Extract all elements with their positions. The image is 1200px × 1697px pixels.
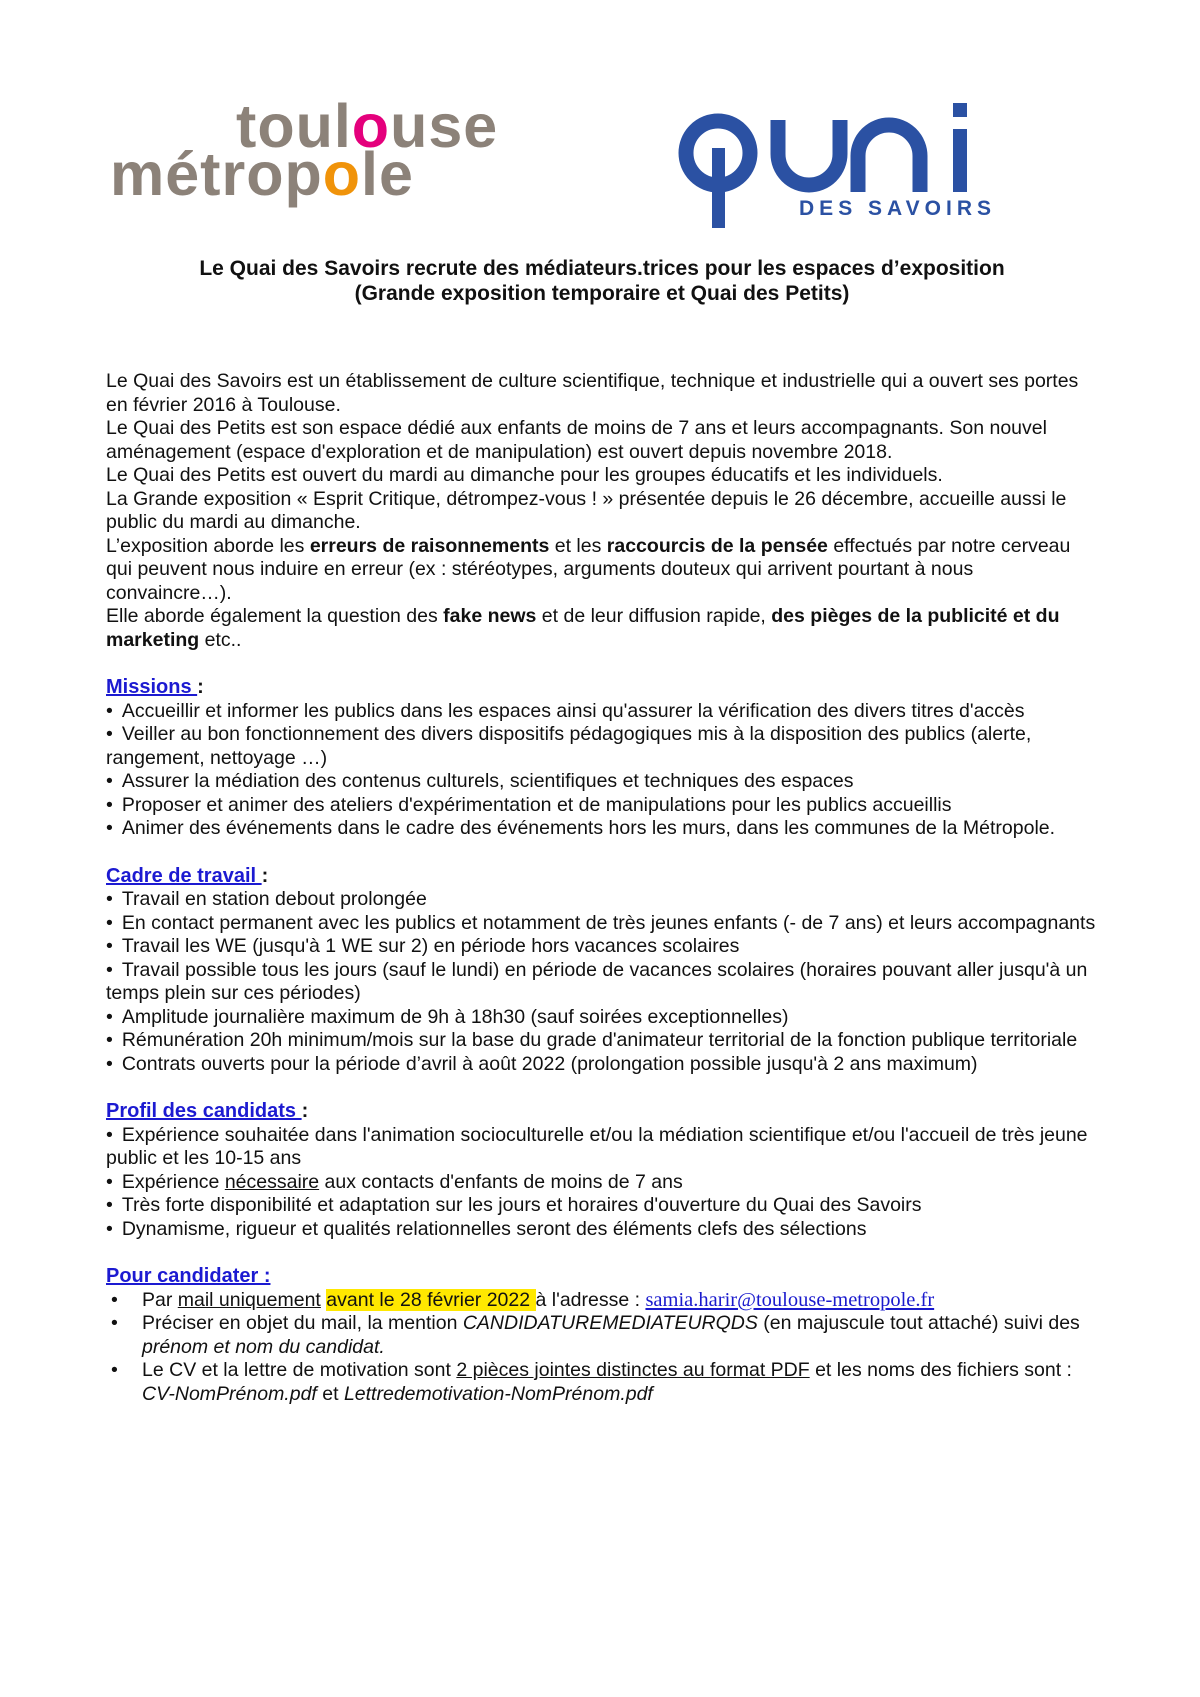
section-heading-cadre-de-travail bbox=[106, 865, 1098, 889]
bullet-item bbox=[106, 1006, 1098, 1030]
quai-letter-i-dot bbox=[953, 103, 967, 117]
text-run: et les bbox=[549, 534, 607, 557]
bullet-item bbox=[106, 1194, 1098, 1218]
intro-paragraph bbox=[106, 370, 1098, 417]
bullet-item bbox=[106, 959, 1098, 1006]
text-run: Travail en station debout prolongée bbox=[121, 888, 427, 910]
text-run: aux contacts d'enfants de moins de 7 ans bbox=[319, 1170, 683, 1193]
bullet-item bbox=[106, 1289, 1098, 1313]
text-run: Pour candidater : bbox=[106, 1265, 271, 1287]
bullet-marker: • bbox=[111, 1312, 118, 1334]
bullet-marker: • bbox=[106, 699, 113, 722]
text-run: mail uniquement bbox=[177, 1288, 321, 1311]
text-run: Préciser en objet du mail, la mention bbox=[142, 1312, 463, 1334]
text-run: toul bbox=[236, 92, 352, 160]
section-profil-des-candidats bbox=[106, 1100, 1098, 1241]
section-pour-candidater bbox=[106, 1265, 1098, 1406]
intro-paragraph bbox=[106, 605, 1098, 652]
quai-letter-u bbox=[778, 120, 840, 185]
text-run: La Grande exposition « Esprit Critique, détrompez-vous ! » présentée depuis le 26 décembre, accueille aussi le public du mardi au dimanche. bbox=[106, 487, 1067, 533]
text-run: Contrats ouverts pour la période d’avril à août 2022 (prolongation possible jusqu'à 2 ans maximum) bbox=[121, 1052, 978, 1075]
text-run: Amplitude journalière maximum de 9h à 18h30 (sauf soirées exceptionnelles) bbox=[121, 1005, 789, 1028]
text-run: L’exposition aborde les bbox=[106, 534, 310, 557]
text-run: Le Quai des Petits est son espace dédié aux enfants de moins de 7 ans et leurs accompagnants. Son nouvel aménagement (espace d'exploration et de manipulation) est ouvert depuis novembre 2018. bbox=[106, 417, 1047, 463]
bullet-item bbox=[106, 935, 1098, 959]
intro-paragraph bbox=[106, 417, 1098, 464]
bullet-marker: • bbox=[106, 1005, 113, 1028]
bullet-marker: • bbox=[106, 1194, 113, 1216]
toulouse-logo-line2 bbox=[110, 140, 570, 208]
bullet-marker: • bbox=[106, 1170, 113, 1193]
text-run: raccourcis de la pensée bbox=[606, 534, 828, 557]
text-run: métrop bbox=[110, 140, 323, 208]
text-run: Par bbox=[142, 1288, 178, 1311]
text-run: use bbox=[390, 92, 499, 160]
text-run: le bbox=[361, 140, 414, 208]
bullet-item bbox=[106, 888, 1098, 912]
bullet-marker: • bbox=[106, 911, 113, 934]
quai-letter-i bbox=[953, 129, 967, 192]
document-title-line2: (Grande exposition temporaire et Quai des Petits) bbox=[354, 282, 850, 305]
text-run: etc.. bbox=[199, 628, 242, 651]
bullet-marker: • bbox=[106, 1052, 113, 1075]
intro bbox=[106, 370, 1098, 652]
bullet-item bbox=[106, 700, 1098, 724]
bullet-marker: • bbox=[111, 1359, 118, 1381]
text-run: Accueillir et informer les publics dans les espaces ainsi qu'assurer la vérification des divers titres d'accès bbox=[121, 699, 1025, 722]
bullet-marker: • bbox=[111, 1288, 118, 1311]
text-run: o bbox=[351, 92, 391, 160]
text-run: Expérience souhaitée dans l'animation socioculturelle et/ou la médiation scientifique et/ou l'accueil de très jeune public et les 10-15 ans bbox=[106, 1123, 1088, 1169]
bullet-marker: • bbox=[106, 723, 113, 745]
quai-letter-q-tail bbox=[712, 148, 725, 228]
intro-paragraph bbox=[106, 535, 1098, 606]
text-run: 2 pièces jointes distinctes au format PDF bbox=[456, 1359, 810, 1381]
bullet-marker: • bbox=[106, 793, 113, 816]
text-run: En contact permanent avec les publics et notamment de très jeunes enfants (- de 7 ans) et leurs accompagnants bbox=[121, 911, 1096, 934]
document-title-line1: Le Quai des Savoirs recrute des médiateurs.trices pour les espaces d’exposition bbox=[199, 257, 1005, 280]
bullet-item bbox=[106, 1029, 1098, 1053]
intro-paragraph bbox=[106, 464, 1098, 488]
text-run: Dynamisme, rigueur et qualités relationnelles seront des éléments clefs des sélections bbox=[121, 1217, 867, 1240]
text-run: Profil des candidats bbox=[106, 1100, 302, 1122]
bullet-item bbox=[106, 1359, 1098, 1406]
section-cadre-de-travail bbox=[106, 865, 1098, 1077]
text-run: Animer des événements dans le cadre des événements hors les murs, dans les communes de la Métropole. bbox=[121, 817, 1056, 839]
text-run: : bbox=[197, 676, 204, 698]
bullet-item bbox=[106, 1218, 1098, 1242]
text-run: et de leur diffusion rapide, bbox=[536, 605, 772, 627]
text-run: nécessaire bbox=[224, 1170, 320, 1193]
sections bbox=[106, 676, 1098, 1406]
text-run: Le Quai des Petits est ouvert du mardi au dimanche pour les groupes éducatifs et les individuels. bbox=[106, 464, 943, 486]
text-run: effectués par notre cerveau qui peuvent nous induire en erreur (ex : stéréotypes, arguments douteux qui arrivent pourtant à nous convaincre…). bbox=[106, 534, 1071, 604]
section-heading-pour-candidater bbox=[106, 1265, 1098, 1289]
bullet-item bbox=[106, 1171, 1098, 1195]
document-content bbox=[106, 256, 1098, 1406]
text-run: (en majuscule tout attaché) suivi des bbox=[757, 1312, 1080, 1334]
email-link[interactable]: samia.harir@toulouse-metropole.fr bbox=[645, 1288, 935, 1311]
text-run: Lettredemotivation-NomPrénom.pdf bbox=[343, 1382, 653, 1405]
text-run: Assurer la médiation des contenus culturels, scientifiques et techniques des espaces bbox=[121, 770, 854, 792]
bullet-item bbox=[106, 1053, 1098, 1077]
text-run: fake news bbox=[443, 605, 537, 627]
bullet-item bbox=[106, 794, 1098, 818]
text-run: : bbox=[301, 1100, 309, 1122]
bullet-item bbox=[106, 1124, 1098, 1171]
bullet-item bbox=[106, 817, 1098, 841]
text-run: Travail les WE (jusqu'à 1 WE sur 2) en période hors vacances scolaires bbox=[121, 935, 740, 957]
bullet-marker: • bbox=[106, 1029, 113, 1051]
quai-letter-a bbox=[858, 125, 920, 192]
text-run: Missions bbox=[106, 676, 198, 698]
text-run: Proposer et animer des ateliers d'expérimentation et de manipulations pour les publics accueillis bbox=[121, 793, 952, 816]
text-run: CV-NomPrénom.pdf bbox=[142, 1382, 317, 1405]
text-run: Très forte disponibilité et adaptation sur les jours et horaires d'ouverture du Quai des Savoirs bbox=[121, 1194, 922, 1216]
bullet-item bbox=[106, 1312, 1098, 1359]
text-run: avant le 28 février 2022 bbox=[326, 1288, 536, 1311]
text-run: Rémunération 20h minimum/mois sur la base du grade d'animateur territorial de la fonction publique territoriale bbox=[121, 1029, 1078, 1051]
section-heading-profil-des-candidats bbox=[106, 1100, 1098, 1124]
text-run: CANDIDATUREMEDIATEURQDS bbox=[462, 1312, 758, 1334]
quai-logo-subtext: DES SAVOIRS bbox=[799, 197, 996, 220]
intro-paragraph bbox=[106, 488, 1098, 535]
bullet-item bbox=[106, 912, 1098, 936]
text-run: o bbox=[322, 140, 362, 208]
text-run: des pièges de la publicité et du marketing bbox=[106, 605, 1060, 651]
bullet-item bbox=[106, 723, 1098, 770]
text-run: Expérience bbox=[121, 1170, 225, 1193]
bullet-marker: • bbox=[106, 958, 113, 981]
section-missions bbox=[106, 676, 1098, 841]
quai-des-savoirs-logo bbox=[668, 96, 998, 234]
bullet-marker: • bbox=[106, 1123, 113, 1146]
bullet-marker: • bbox=[106, 1217, 113, 1240]
bullet-marker: • bbox=[106, 770, 113, 792]
section-heading-missions bbox=[106, 676, 1098, 700]
bullet-marker: • bbox=[106, 935, 113, 957]
text-run: prénom et nom du candidat. bbox=[142, 1335, 385, 1358]
document-title bbox=[106, 256, 1098, 306]
text-run: erreurs de raisonnements bbox=[309, 534, 550, 557]
bullet-item bbox=[106, 770, 1098, 794]
toulouse-metropole-logo bbox=[110, 92, 570, 208]
text-run: et les noms des fichiers sont : bbox=[809, 1359, 1072, 1381]
text-run: Travail possible tous les jours (sauf le lundi) en période de vacances scolaires (horaires pouvant aller jusqu'à un temps plein sur ces périodes) bbox=[106, 958, 1088, 1004]
text-run: Le CV et la lettre de motivation sont bbox=[142, 1359, 457, 1381]
text-run: et bbox=[316, 1382, 344, 1405]
text-run: Le Quai des Savoirs est un établissement de culture scientifique, technique et industrielle qui a ouvert ses portes en février 2016 à Toulouse. bbox=[106, 370, 1079, 416]
text-run: Veiller au bon fonctionnement des divers dispositifs pédagogiques mis à la disposition des publics (alerte, rangement, nettoyage …) bbox=[106, 723, 1032, 769]
text-run: à l'adresse : bbox=[535, 1288, 646, 1311]
text-run: Cadre de travail bbox=[106, 864, 262, 887]
bullet-marker: • bbox=[106, 817, 113, 839]
text-run: Elle aborde également la question des bbox=[106, 605, 444, 627]
bullet-marker: • bbox=[106, 888, 113, 910]
text-run: : bbox=[261, 864, 269, 887]
